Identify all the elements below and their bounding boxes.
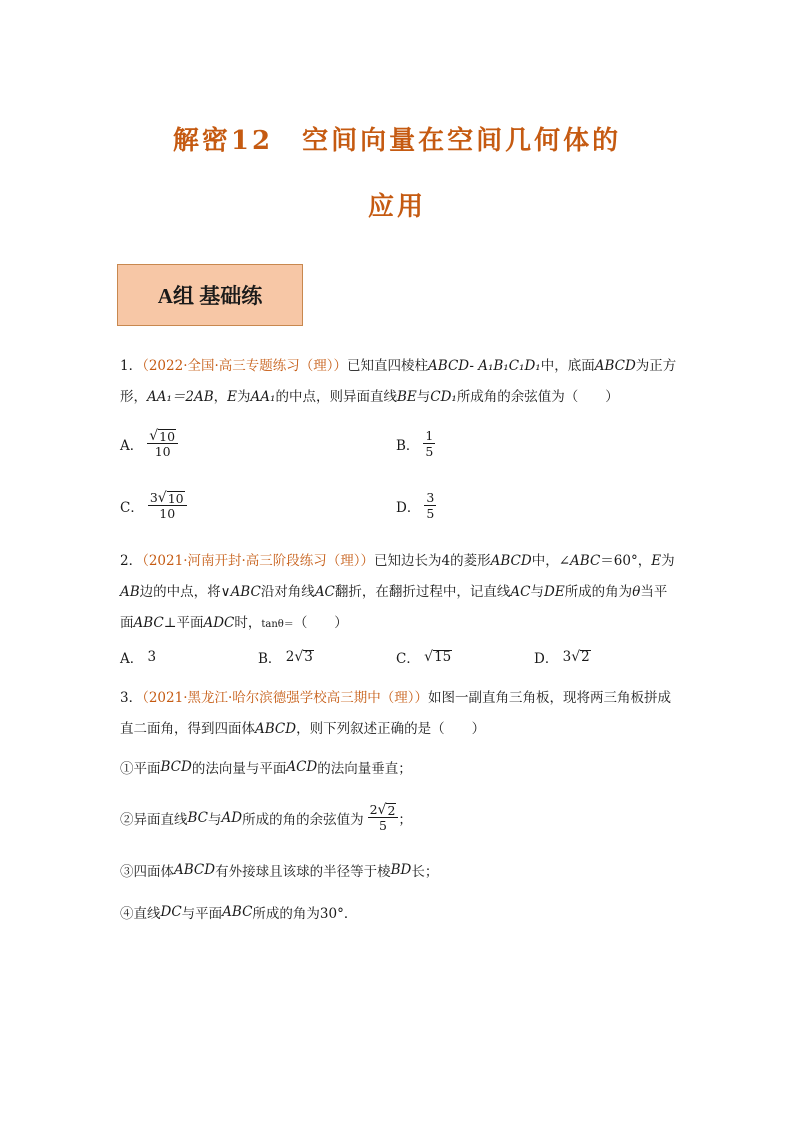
fraction	[423, 428, 435, 459]
math-term: ABCD	[255, 721, 297, 737]
question-text: ＝60°，	[600, 553, 652, 569]
math-term: BCD	[160, 759, 192, 775]
statement-text: 与	[208, 811, 222, 828]
option-d[interactable]	[396, 490, 436, 521]
radicand: 2	[387, 803, 396, 818]
fraction: √ 10 10	[147, 428, 178, 459]
option-a[interactable]	[120, 647, 156, 667]
statement-1	[120, 757, 412, 777]
math-term: ABCD	[174, 862, 216, 878]
denominator: 5	[426, 506, 435, 521]
statement-2	[120, 802, 412, 833]
math-term: DE	[544, 584, 565, 600]
denominator: 5	[379, 818, 387, 833]
option-label: C．	[396, 651, 420, 667]
coefficient: 3	[149, 490, 158, 505]
option-label: A．	[120, 437, 144, 454]
page-title-line2: 应用	[367, 192, 426, 222]
math-term: ABCD	[594, 358, 636, 374]
math-term: AC	[314, 584, 335, 600]
question-text: 为正方形，	[120, 358, 677, 405]
math-term: AA₁＝2AB	[147, 389, 214, 405]
option-label: B．	[396, 437, 420, 454]
math-term: E	[227, 389, 238, 405]
question-text: 时，	[234, 615, 262, 631]
fraction: 2 √ 2 5	[368, 802, 399, 833]
math-term: BD	[390, 862, 412, 878]
question-number: 2．	[120, 553, 143, 569]
question-text: 如图一副直角三角板，现将两三角板拼成直二面角，得到四面体	[120, 690, 672, 737]
coefficient: 2	[369, 802, 378, 817]
math-term: ABCD	[490, 553, 532, 569]
statement-text: ；	[398, 811, 412, 828]
question-text: ，则下列叙述正确的是（ ）	[296, 721, 486, 737]
denominator: 5	[425, 444, 434, 459]
math-term: ABCD- A₁B₁C₁D₁	[428, 358, 541, 374]
radicand: 10	[159, 429, 176, 444]
question-text: 中，∠	[531, 553, 571, 569]
math-term: ADC	[203, 615, 235, 631]
option-label: A．	[120, 651, 144, 667]
statement-3	[120, 860, 438, 880]
statement-text: 与平面	[181, 906, 223, 922]
question-text: 为	[661, 553, 675, 569]
question-text: 所成的角为	[564, 584, 633, 600]
fraction: 3 √ 10 10	[148, 490, 187, 521]
option-b[interactable]	[396, 428, 435, 459]
question-text: 翻折，在翻折过程中，记直线	[334, 584, 511, 600]
radicand: 15	[434, 649, 452, 665]
question-source: （2022·全国·高三专题练习（理））	[142, 358, 348, 374]
coefficient: 3	[562, 649, 572, 665]
question-source: （2021·河南开封·高三阶段练习（理））	[142, 553, 375, 569]
statement-text: ②异面直线	[120, 811, 188, 828]
option-d[interactable]: D． 3 √ 2	[534, 649, 590, 667]
question-text: 与	[416, 389, 431, 405]
math-term: ABC	[230, 584, 261, 600]
radicand: 3	[304, 649, 313, 665]
statement-text: 长；	[411, 864, 439, 880]
math-term: ABC	[222, 904, 253, 920]
math-term: AD	[221, 809, 243, 826]
question-number: 3．	[120, 690, 143, 706]
fraction	[424, 490, 436, 521]
question-source: （2021·黑龙江·哈尔滨德强学校高三期中（理））	[142, 690, 429, 706]
option-value: 3	[147, 649, 157, 665]
option-label: D．	[534, 651, 559, 667]
question-text: 的中点，则异面直线	[275, 389, 397, 405]
statement-text: ④直线	[120, 906, 161, 922]
question-text: 边的中点，将∨	[139, 584, 231, 600]
statement-text: ①平面	[120, 761, 161, 777]
math-term: ACD	[286, 759, 318, 775]
question-number: 1．	[120, 358, 143, 374]
option-label: C．	[120, 499, 144, 516]
option-a[interactable]	[120, 428, 178, 459]
statement-text: 有外接球且该球的半径等于棱	[215, 864, 391, 880]
math-term: AB	[120, 584, 140, 600]
page-title-line1: 解密12 空间向量在空间几何体的	[172, 126, 622, 156]
question-text: 沿对角线	[260, 584, 315, 600]
math-term: ABC	[133, 615, 164, 631]
question-text: 当平面	[120, 584, 668, 631]
group-a-label: A组 基础练	[157, 284, 263, 308]
coefficient: 2	[285, 649, 295, 665]
question-text: 已知边长为4的菱形	[374, 553, 491, 569]
math-term: AC	[510, 584, 531, 600]
question-text: 中，底面	[540, 358, 595, 374]
option-b[interactable]: B． 2 √ 3	[258, 649, 313, 667]
math-term: CD₁	[430, 389, 457, 405]
option-c[interactable]: C． √ 15	[396, 649, 452, 667]
question-text: 所成角的余弦值为（ ）	[456, 389, 619, 405]
denominator: 10	[159, 506, 176, 521]
option-c[interactable]	[120, 490, 187, 521]
question-1	[120, 351, 680, 413]
question-2	[120, 546, 680, 640]
math-term: ABC	[570, 553, 601, 569]
statement-text: 所成的角为30°．	[252, 906, 358, 922]
math-term: tanθ＝	[261, 619, 294, 630]
statement-4	[120, 902, 357, 922]
math-term: AA₁	[250, 389, 276, 405]
question-text: 为	[237, 389, 251, 405]
question-text: 与	[530, 584, 544, 600]
denominator: 10	[154, 444, 171, 459]
group-a-box	[117, 264, 303, 326]
math-term: E	[651, 553, 662, 569]
question-text: 已知直四棱柱	[347, 358, 429, 374]
radicand: 10	[167, 491, 184, 506]
math-term: BC	[187, 809, 209, 826]
numerator: 3	[426, 490, 435, 505]
math-term: θ	[632, 584, 641, 600]
math-term: DC	[160, 904, 182, 920]
statement-text: 所成的角的余弦值为	[242, 811, 364, 828]
statement-text: ③四面体	[120, 864, 174, 880]
option-label: D．	[396, 499, 421, 516]
question-text: ，	[213, 389, 228, 405]
radicand: 2	[581, 649, 590, 665]
math-term: BE	[396, 389, 417, 405]
statement-text: 的法向量与平面	[191, 761, 287, 777]
question-text: （ ）	[293, 615, 348, 631]
option-label: B．	[258, 651, 282, 667]
numerator: 1	[425, 428, 434, 443]
statement-text: 的法向量垂直；	[317, 761, 412, 777]
question-3	[120, 683, 680, 745]
question-text: ⊥平面	[163, 615, 204, 631]
